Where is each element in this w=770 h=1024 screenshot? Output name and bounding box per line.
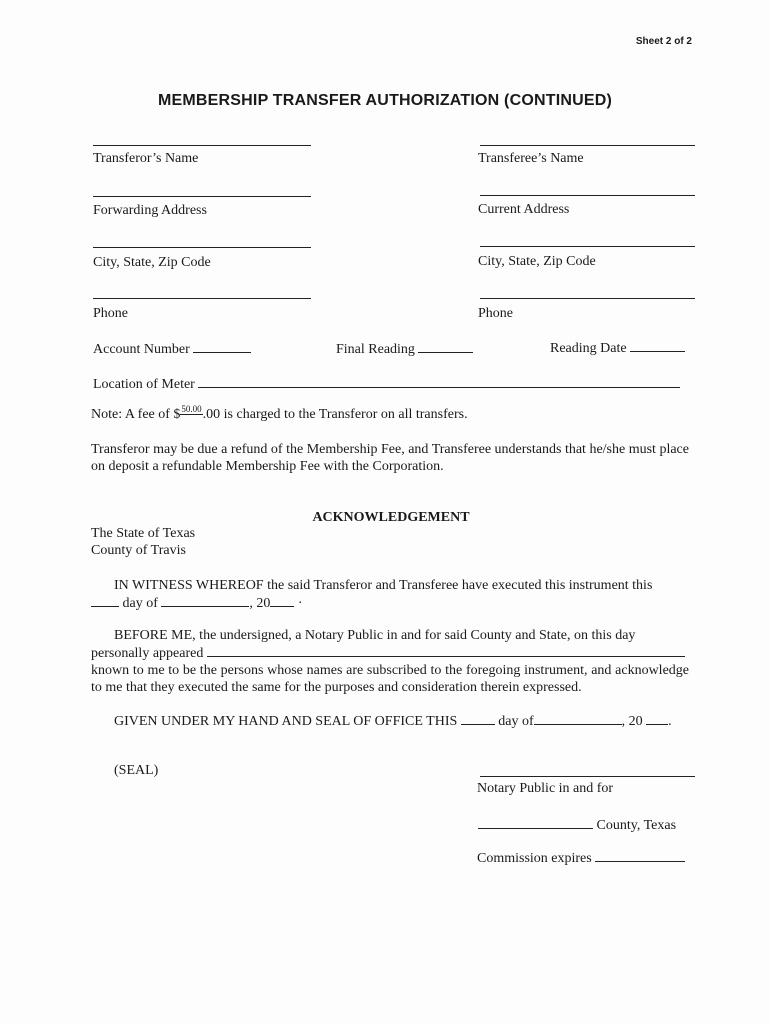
phone-left-label: Phone xyxy=(93,306,128,321)
current-address-line[interactable] xyxy=(480,195,695,196)
forwarding-address-line[interactable] xyxy=(93,196,311,197)
commission-expires-label: Commission expires xyxy=(477,851,592,866)
county-of-travis: County of Travis xyxy=(91,543,186,558)
current-address-label: Current Address xyxy=(478,202,570,217)
city-state-zip-left-label: City, State, Zip Code xyxy=(93,255,211,270)
given-month-blank[interactable] xyxy=(534,712,622,725)
witness-text: IN WITNESS WHEREOF the said Transferor and Transferee have executed this instrument this xyxy=(114,578,653,593)
fee-amount: 50.00 xyxy=(181,404,202,414)
final-reading-blank[interactable] xyxy=(418,340,473,353)
phone-right-line[interactable] xyxy=(480,298,695,299)
fee-note-prefix: Note: A fee of $ xyxy=(91,407,181,422)
account-number-blank[interactable] xyxy=(193,340,251,353)
witness-period: · xyxy=(297,596,303,611)
refund-paragraph: Transferor may be due a refund of the Membership Fee, and Transferee understands that he/she must place on deposit a refundable Membership Fee with the Corporation. xyxy=(91,442,689,474)
final-reading-label: Final Reading xyxy=(336,342,415,357)
seal-label: (SEAL) xyxy=(114,763,159,778)
before-me-text: BEFORE ME, the undersigned, a Notary Public in and for said County and State, on this day xyxy=(114,628,636,643)
known-text: known to me to be the persons whose names are subscribed to the foregoing instrument, and acknowledge to me that they executed the same for the purposes and consideration therein expressed. xyxy=(91,663,689,695)
before-me-paragraph xyxy=(91,627,689,696)
state-of-texas: The State of Texas xyxy=(91,526,196,541)
notary-public-label: Notary Public in and for xyxy=(477,781,614,796)
forwarding-address-label: Forwarding Address xyxy=(93,203,207,218)
given-line: GIVEN UNDER MY HAND AND SEAL OF OFFICE THIS day of , 20 . xyxy=(114,714,672,729)
location-of-meter-label: Location of Meter xyxy=(93,377,195,392)
reading-date-label: Reading Date xyxy=(550,341,627,356)
given-year-blank[interactable] xyxy=(646,712,668,725)
given-day-of: day of xyxy=(498,714,534,729)
county-blank[interactable] xyxy=(478,816,593,829)
personally-appeared-label: personally appeared xyxy=(91,646,204,661)
transferor-name-label: Transferor’s Name xyxy=(93,151,199,166)
notary-signature-line[interactable] xyxy=(480,776,695,777)
account-number-field xyxy=(93,340,251,358)
reading-date-blank[interactable] xyxy=(630,339,685,352)
location-of-meter-field xyxy=(93,375,680,393)
witness-day-of: day of xyxy=(122,596,158,611)
transferee-name-label: Transferee’s Name xyxy=(478,151,584,166)
reading-date-field xyxy=(550,339,685,357)
witness-year-blank[interactable] xyxy=(270,594,294,607)
witness-paragraph xyxy=(91,577,689,612)
witness-date-line xyxy=(91,594,689,612)
form-title: MEMBERSHIP TRANSFER AUTHORIZATION (CONTINUED) xyxy=(157,92,613,109)
personally-appeared-line xyxy=(91,644,689,662)
acknowledgement-heading: ACKNOWLEDGEMENT xyxy=(312,510,470,525)
commission-expires-blank[interactable] xyxy=(595,849,685,862)
location-of-meter-blank[interactable] xyxy=(198,375,680,388)
account-number-label: Account Number xyxy=(93,342,190,357)
phone-left-line[interactable] xyxy=(93,298,311,299)
county-texas-label: County, Texas xyxy=(596,818,677,833)
personally-appeared-blank[interactable] xyxy=(207,644,685,657)
phone-right-label: Phone xyxy=(478,306,513,321)
transferor-name-line[interactable] xyxy=(93,145,311,146)
sheet-number: Sheet 2 of 2 xyxy=(635,36,692,47)
given-text: GIVEN UNDER MY HAND AND SEAL OF OFFICE THIS xyxy=(114,714,458,729)
city-state-zip-right-line[interactable] xyxy=(480,246,695,247)
witness-year-prefix: , 20 xyxy=(249,596,271,611)
witness-day-blank[interactable] xyxy=(91,594,119,607)
fee-note-suffix: .00 is charged to the Transferor on all transfers. xyxy=(202,407,468,422)
city-state-zip-right-label: City, State, Zip Code xyxy=(478,254,596,269)
witness-month-blank[interactable] xyxy=(161,594,249,607)
fee-note xyxy=(91,404,468,423)
transferee-name-line[interactable] xyxy=(480,145,695,146)
final-reading-field xyxy=(336,340,473,358)
given-year-prefix: , 20 xyxy=(621,714,643,729)
county-texas-field xyxy=(478,816,676,834)
commission-expires-field xyxy=(477,849,685,867)
given-day-blank[interactable] xyxy=(461,712,495,725)
city-state-zip-left-line[interactable] xyxy=(93,247,311,248)
